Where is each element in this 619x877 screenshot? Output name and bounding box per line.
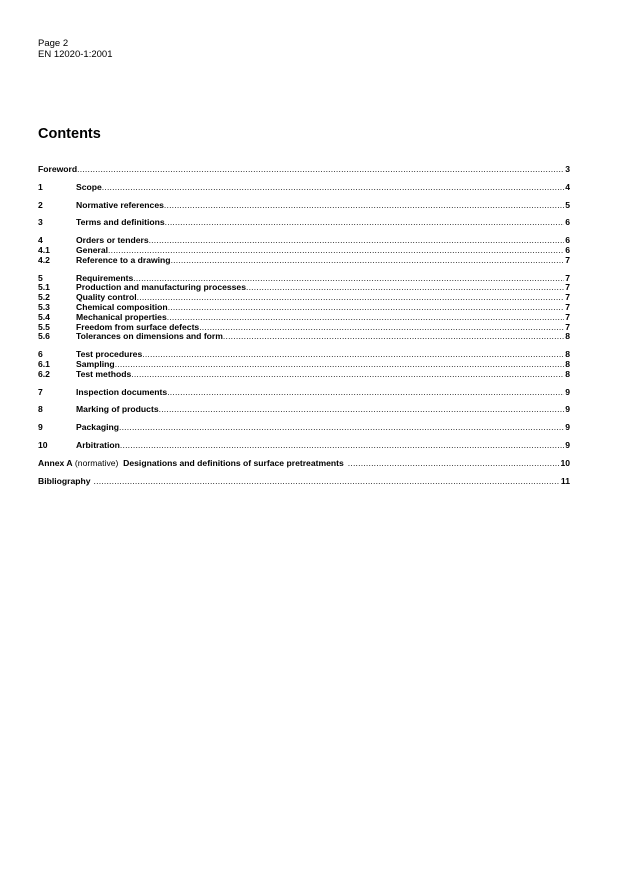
toc-entry-tolerances[interactable] — [38, 332, 570, 342]
annex-label: Annex A — [38, 458, 73, 468]
toc-leader-dots — [119, 423, 564, 433]
toc-entry-text: Arbitration — [76, 440, 120, 450]
toc-leader-dots — [77, 165, 564, 175]
toc-entry-text: General — [76, 245, 109, 255]
toc-entry-page: 11 — [560, 476, 570, 486]
toc-entry-page: 9 — [565, 405, 570, 415]
toc-entry-text: Sampling — [76, 359, 115, 369]
toc-entry-text: Freedom from surface defects — [76, 322, 200, 332]
toc-entry-number: 5.2 — [38, 293, 50, 303]
toc-entry-text: Reference to a drawing — [76, 255, 171, 265]
toc-entry-text: Scope — [76, 182, 102, 192]
toc-entry-page: 8 — [565, 350, 570, 360]
toc-entry-page: 10 — [560, 458, 570, 468]
toc-entry-quality-control[interactable] — [38, 293, 570, 303]
toc-entry-page: 8 — [565, 359, 570, 369]
toc-entry-text: Normative references — [76, 200, 164, 210]
toc-leader-dots — [159, 405, 565, 415]
toc-entry-number: 4.1 — [38, 245, 50, 255]
toc-entry-text: Tolerances on dimensions and form — [76, 332, 223, 342]
toc-leader-dots — [149, 236, 565, 246]
toc-entry-number: 5.3 — [38, 302, 50, 312]
toc-leader-dots — [94, 477, 560, 487]
toc-entry-page: 4 — [565, 182, 570, 192]
toc-leader-dots — [131, 370, 564, 380]
toc-entry-text: Chemical composition — [76, 302, 168, 312]
toc-entry-number: 10 — [38, 440, 48, 450]
toc-entry-page: 6 — [565, 218, 570, 228]
toc-entry-text — [38, 459, 344, 469]
toc-entry-annex-a[interactable] — [38, 459, 570, 469]
toc-entry-number: 5.5 — [38, 322, 50, 332]
toc-entry-text: Terms and definitions — [76, 218, 165, 228]
toc-entry-page: 7 — [565, 312, 570, 322]
toc-entry-production-processes[interactable] — [38, 283, 570, 293]
toc-entry-number: 6.1 — [38, 359, 50, 369]
table-of-contents — [38, 165, 570, 486]
toc-entry-page: 7 — [565, 302, 570, 312]
toc-entry-requirements[interactable] — [38, 274, 570, 284]
toc-entry-bibliography[interactable] — [38, 477, 570, 487]
toc-entry-page: 3 — [565, 165, 570, 174]
toc-entry-test-procedures[interactable] — [38, 350, 570, 360]
toc-entry-text: Orders or tenders — [76, 236, 149, 246]
toc-entry-text: Quality control — [76, 293, 137, 303]
toc-entry-reference-to-a-drawing[interactable] — [38, 256, 570, 266]
toc-entry-page: 6 — [565, 236, 570, 246]
toc-entry-page: 9 — [565, 423, 570, 433]
toc-entry-text: Requirements — [76, 273, 134, 283]
toc-entry-surface-defects[interactable] — [38, 323, 570, 333]
document-id: EN 12020-1:2001 — [38, 49, 113, 60]
toc-entry-chemical-composition[interactable] — [38, 303, 570, 313]
toc-leader-dots — [348, 459, 560, 469]
toc-entry-page: 5 — [565, 200, 570, 210]
toc-entry-normative-references[interactable] — [38, 201, 570, 211]
toc-entry-inspection-documents[interactable] — [38, 388, 570, 398]
toc-entry-number: 1 — [38, 182, 43, 192]
toc-leader-dots — [167, 388, 564, 398]
toc-entry-number: 6.2 — [38, 369, 50, 379]
toc-entry-page: 9 — [565, 387, 570, 397]
toc-entry-page: 7 — [565, 322, 570, 332]
toc-entry-number: 7 — [38, 387, 43, 397]
toc-leader-dots — [165, 218, 565, 228]
toc-entry-terms-and-definitions[interactable] — [38, 218, 570, 228]
toc-entry-scope[interactable] — [38, 183, 570, 193]
toc-entry-page: 8 — [565, 332, 570, 342]
page-header — [38, 38, 112, 60]
toc-entry-number: 5 — [38, 273, 43, 283]
toc-entry-foreword[interactable] — [38, 165, 570, 175]
toc-entry-page: 7 — [565, 255, 570, 265]
toc-entry-test-methods[interactable] — [38, 370, 570, 380]
toc-entry-sampling[interactable] — [38, 360, 570, 370]
toc-entry-number: 6 — [38, 350, 43, 360]
toc-leader-dots — [108, 246, 564, 256]
toc-entry-number: 5.1 — [38, 283, 50, 293]
toc-entry-text: Test procedures — [76, 350, 143, 360]
toc-entry-text: Marking of products — [76, 405, 159, 415]
toc-entry-page: 8 — [565, 369, 570, 379]
toc-leader-dots — [120, 441, 564, 451]
toc-leader-dots — [115, 360, 565, 370]
toc-entry-page: 7 — [565, 273, 570, 283]
toc-entry-page: 9 — [565, 440, 570, 450]
toc-entry-text: Inspection documents — [76, 387, 168, 397]
annex-title: Designations and definitions of surface pretreatments — [120, 458, 344, 468]
toc-entry-packaging[interactable] — [38, 423, 570, 433]
toc-leader-dots — [167, 313, 564, 323]
toc-entry-text: Production and manufacturing processes — [76, 283, 246, 293]
toc-entry-text: Bibliography — [38, 476, 91, 486]
toc-leader-dots — [246, 283, 564, 293]
toc-entry-number: 4 — [38, 236, 43, 246]
toc-entry-page: 6 — [565, 245, 570, 255]
toc-entry-number: 5.6 — [38, 332, 50, 342]
toc-entry-arbitration[interactable] — [38, 441, 570, 451]
toc-leader-dots — [199, 323, 564, 333]
toc-leader-dots — [164, 201, 564, 211]
toc-leader-dots — [137, 293, 565, 303]
toc-entry-page: 7 — [565, 293, 570, 303]
toc-entry-text: Mechanical properties — [76, 312, 167, 322]
toc-leader-dots — [168, 303, 565, 313]
toc-leader-dots — [142, 350, 564, 360]
toc-leader-dots — [133, 274, 564, 284]
toc-leader-dots — [102, 183, 564, 193]
toc-entry-number: 4.2 — [38, 255, 50, 265]
toc-entry-text: Foreword — [38, 165, 78, 174]
contents-title: Contents — [38, 126, 101, 142]
toc-entry-orders-or-tenders[interactable] — [38, 236, 570, 246]
toc-leader-dots — [223, 332, 564, 342]
toc-entry-number: 5.4 — [38, 312, 50, 322]
toc-entry-marking-of-products[interactable] — [38, 405, 570, 415]
toc-leader-dots — [171, 256, 565, 266]
toc-entry-number: 3 — [38, 218, 43, 228]
toc-entry-page: 7 — [565, 283, 570, 293]
toc-entry-number: 8 — [38, 405, 43, 415]
toc-entry-general[interactable] — [38, 246, 570, 256]
page-label: Page 2 — [38, 38, 69, 49]
toc-entry-number: 2 — [38, 200, 43, 210]
toc-entry-number: 9 — [38, 423, 43, 433]
annex-normative-note: (normative) — [72, 458, 121, 468]
toc-entry-mechanical-properties[interactable] — [38, 313, 570, 323]
toc-entry-text: Packaging — [76, 423, 119, 433]
toc-entry-text: Test methods — [76, 369, 132, 379]
